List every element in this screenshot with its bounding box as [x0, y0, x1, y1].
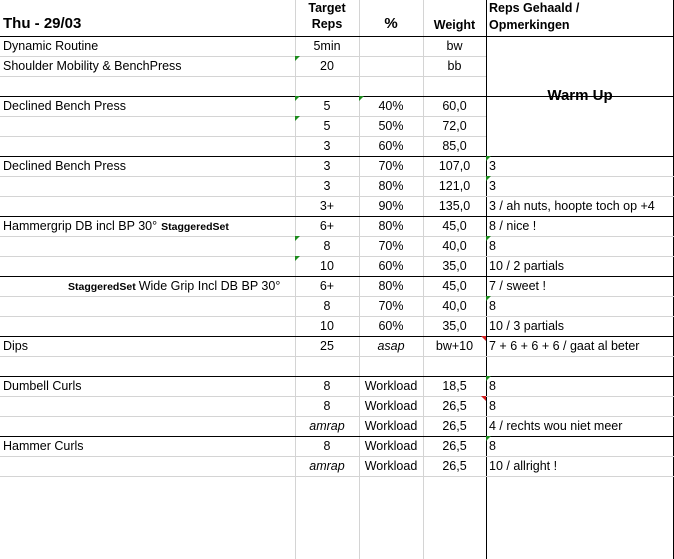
header-reps-done[interactable]: Reps Gehaald / [489, 1, 580, 15]
weight-cell[interactable]: 35,0 [442, 259, 467, 273]
grid-column-line [359, 0, 360, 559]
remarks-cell[interactable]: 7 + 6 + 6 + 6 / gaat al beter [489, 339, 640, 353]
weight-cell[interactable]: 135,0 [438, 199, 471, 213]
target-reps-cell[interactable]: 8 [323, 399, 331, 413]
remarks-cell[interactable] [486, 136, 674, 156]
target-reps-cell[interactable]: 5min [313, 39, 341, 53]
sheet-date-title[interactable]: Thu - 29/03 [3, 15, 82, 32]
target-reps-cell[interactable]: 8 [323, 239, 331, 253]
target-reps-cell[interactable]: amrap [309, 419, 345, 433]
weight-cell[interactable]: 35,0 [442, 319, 467, 333]
grid-row-line [0, 456, 486, 457]
weight-cell[interactable]: 107,0 [438, 159, 471, 173]
exercise-cell[interactable] [0, 356, 295, 376]
comment-indicator-icon [486, 156, 491, 161]
grid-row-line [0, 136, 486, 137]
grid-row-line [0, 416, 486, 417]
grid-row-line [0, 256, 486, 257]
exercise-cell[interactable] [0, 176, 295, 196]
target-reps-cell[interactable] [295, 76, 359, 96]
percent-cell[interactable] [359, 56, 423, 76]
remarks-row-line [486, 416, 674, 417]
section-border [0, 436, 674, 437]
grid-row-line [0, 56, 486, 57]
target-reps-cell[interactable]: 6+ [319, 219, 335, 233]
grid-row-line [0, 356, 486, 357]
remarks-row-line [486, 396, 674, 397]
exercise-cell[interactable] [0, 196, 295, 216]
target-reps-cell[interactable]: 3 [323, 159, 331, 173]
target-reps-cell[interactable]: 8 [323, 299, 331, 313]
comment-indicator-icon [295, 96, 300, 101]
percent-cell[interactable]: 90% [378, 199, 404, 213]
percent-cell[interactable]: 80% [378, 219, 404, 233]
remarks-row-line [486, 476, 674, 477]
staggered-set-tag: StaggeredSet [161, 221, 229, 233]
comment-indicator-icon [295, 116, 300, 121]
percent-cell[interactable] [359, 356, 423, 376]
grid-row-line [0, 76, 486, 77]
percent-cell[interactable]: 80% [378, 279, 404, 293]
weight-cell[interactable]: 72,0 [442, 119, 467, 133]
exercise-cell[interactable]: Shoulder Mobility & BenchPress [3, 59, 182, 73]
percent-cell[interactable]: 70% [378, 299, 404, 313]
comment-indicator-icon [486, 296, 491, 301]
remarks-cell[interactable]: 8 / nice ! [489, 219, 537, 233]
header-weight[interactable]: Weight [433, 18, 476, 32]
comment-indicator-icon [486, 176, 491, 181]
grid-column-line [295, 0, 296, 559]
weight-cell[interactable] [423, 356, 486, 376]
remarks-cell[interactable]: 8 [489, 399, 496, 413]
weight-cell[interactable]: bw+10 [435, 339, 474, 353]
header-remarks[interactable]: Opmerkingen [489, 18, 570, 32]
remarks-row-line [486, 256, 674, 257]
header-target[interactable]: Target [308, 1, 346, 15]
comment-indicator-icon [486, 436, 491, 441]
exercise-cell[interactable] [0, 416, 295, 436]
exercise-cell[interactable]: Declined Bench Press [3, 99, 126, 113]
weight-cell[interactable]: 60,0 [442, 99, 467, 113]
weight-cell[interactable]: 26,5 [442, 439, 467, 453]
grid-row-line [0, 236, 486, 237]
percent-cell[interactable]: Workload [364, 419, 418, 433]
remarks-cell[interactable] [486, 76, 674, 96]
exercise-cell[interactable] [0, 116, 295, 136]
weight-cell[interactable]: 18,5 [442, 379, 467, 393]
section-border [0, 276, 674, 277]
percent-cell[interactable]: 60% [378, 139, 404, 153]
note-indicator-icon [481, 336, 486, 341]
comment-indicator-icon [295, 236, 300, 241]
weight-cell[interactable]: bb [447, 59, 462, 73]
target-reps-cell[interactable]: 10 [320, 259, 334, 273]
header-percent[interactable]: % [384, 15, 398, 32]
note-indicator-icon [481, 396, 486, 401]
exercise-cell[interactable]: Dumbell Curls [3, 379, 82, 393]
remarks-cell[interactable] [486, 56, 674, 76]
target-reps-cell[interactable]: 3 [323, 139, 331, 153]
target-reps-cell[interactable]: 8 [323, 439, 331, 453]
remarks-row-line [486, 356, 674, 357]
target-reps-cell[interactable]: amrap [309, 459, 345, 473]
percent-cell[interactable]: 60% [378, 259, 404, 273]
remarks-cell[interactable]: 8 [489, 439, 496, 453]
percent-cell[interactable]: Workload [364, 459, 418, 473]
staggered-set-tag: StaggeredSet [68, 281, 136, 293]
weight-cell[interactable] [423, 76, 486, 96]
remarks-cell[interactable] [486, 36, 674, 56]
percent-cell[interactable]: asap [377, 339, 405, 353]
comment-indicator-icon [295, 56, 300, 61]
exercise-cell[interactable] [0, 76, 295, 96]
remarks-cell[interactable]: 10 / 2 partials [489, 259, 565, 273]
remarks-cell[interactable]: 10 / 3 partials [489, 319, 565, 333]
warm-up-label[interactable]: Warm Up [547, 87, 613, 104]
remarks-cell[interactable]: 8 [489, 379, 496, 393]
exercise-cell[interactable] [0, 216, 295, 236]
remarks-cell[interactable] [486, 96, 674, 116]
target-reps-cell[interactable] [295, 356, 359, 376]
remarks-cell[interactable]: 10 / allright ! [489, 459, 558, 473]
grid-row-line [0, 476, 486, 477]
remarks-cell[interactable]: 8 [489, 299, 496, 313]
target-reps-cell[interactable]: 25 [320, 339, 334, 353]
remarks-cell[interactable]: 3 [489, 159, 496, 173]
percent-cell[interactable] [359, 36, 423, 56]
remarks-row-line [486, 316, 674, 317]
target-reps-cell[interactable]: 20 [320, 59, 334, 73]
target-reps-cell[interactable]: 3 [323, 179, 331, 193]
grid-row-line [0, 176, 486, 177]
target-reps-cell[interactable]: 3+ [319, 199, 335, 213]
percent-cell[interactable]: 70% [378, 159, 404, 173]
exercise-cell[interactable] [0, 236, 295, 256]
remarks-cell[interactable]: 8 [489, 239, 496, 253]
remarks-cell[interactable]: 4 / rechts wou niet meer [489, 419, 623, 433]
header-reps[interactable]: Reps [311, 17, 343, 31]
exercise-name: Wide Grip Incl DB BP 30° [138, 279, 281, 293]
weight-cell[interactable]: 26,5 [442, 399, 467, 413]
section-border [0, 96, 674, 97]
comment-indicator-icon [486, 376, 491, 381]
remarks-cell[interactable]: 3 / ah nuts, hoopte toch op +4 [489, 199, 655, 213]
grid-row-line [0, 396, 486, 397]
remarks-cell[interactable]: 7 / sweet ! [489, 279, 546, 293]
exercise-cell[interactable] [0, 136, 295, 156]
weight-cell[interactable]: bw [446, 39, 463, 53]
exercise-cell[interactable]: Dynamic Routine [3, 39, 99, 53]
weight-cell[interactable]: 40,0 [442, 299, 467, 313]
grid-row-line [0, 196, 486, 197]
percent-cell[interactable]: Workload [364, 399, 418, 413]
weight-cell[interactable]: 26,5 [442, 459, 467, 473]
target-reps-cell[interactable]: 10 [320, 319, 334, 333]
exercise-cell[interactable] [0, 456, 295, 476]
weight-cell[interactable]: 121,0 [438, 179, 471, 193]
weight-cell[interactable]: 45,0 [442, 279, 467, 293]
comment-indicator-icon [486, 236, 491, 241]
remarks-row-line [486, 456, 674, 457]
remarks-cell[interactable] [486, 356, 674, 376]
weight-cell[interactable]: 40,0 [442, 239, 467, 253]
section-border [0, 156, 674, 157]
weight-cell[interactable]: 85,0 [442, 139, 467, 153]
grid-column-line [423, 0, 424, 559]
weight-cell[interactable]: 45,0 [442, 219, 467, 233]
percent-cell[interactable]: 40% [378, 99, 404, 113]
exercise-name: Hammergrip DB incl BP 30° [3, 219, 158, 233]
exercise-cell[interactable] [0, 256, 295, 276]
comment-indicator-icon [359, 96, 364, 101]
grid-row-line [0, 296, 486, 297]
section-border [0, 376, 674, 377]
percent-cell[interactable] [359, 76, 423, 96]
section-border [0, 36, 674, 37]
remarks-row-line [486, 176, 674, 177]
percent-cell[interactable]: 60% [378, 319, 404, 333]
section-border [0, 216, 674, 217]
exercise-cell[interactable] [0, 396, 295, 416]
percent-cell[interactable]: Workload [364, 379, 418, 393]
percent-cell[interactable]: 70% [378, 239, 404, 253]
exercise-cell[interactable]: Hammer Curls [3, 439, 84, 453]
target-reps-cell[interactable]: 5 [323, 119, 331, 133]
percent-cell[interactable]: 80% [378, 179, 404, 193]
target-reps-cell[interactable]: 6+ [319, 279, 335, 293]
remarks-cell[interactable] [486, 116, 674, 136]
comment-indicator-icon [295, 256, 300, 261]
weight-cell[interactable]: 26,5 [442, 419, 467, 433]
grid-row-line [0, 316, 486, 317]
remarks-row-line [486, 196, 674, 197]
exercise-cell[interactable] [0, 296, 295, 316]
target-reps-cell[interactable]: 5 [323, 99, 331, 113]
remarks-cell[interactable]: 3 [489, 179, 496, 193]
exercise-cell[interactable]: Dips [3, 339, 29, 353]
exercise-cell[interactable] [0, 316, 295, 336]
exercise-cell[interactable] [0, 276, 295, 296]
remarks-row-line [486, 236, 674, 237]
exercise-cell[interactable]: Declined Bench Press [3, 159, 126, 173]
grid-row-line [0, 116, 486, 117]
percent-cell[interactable]: Workload [364, 439, 418, 453]
section-border [0, 336, 674, 337]
percent-cell[interactable]: 50% [378, 119, 404, 133]
target-reps-cell[interactable]: 8 [323, 379, 331, 393]
remarks-row-line [486, 296, 674, 297]
